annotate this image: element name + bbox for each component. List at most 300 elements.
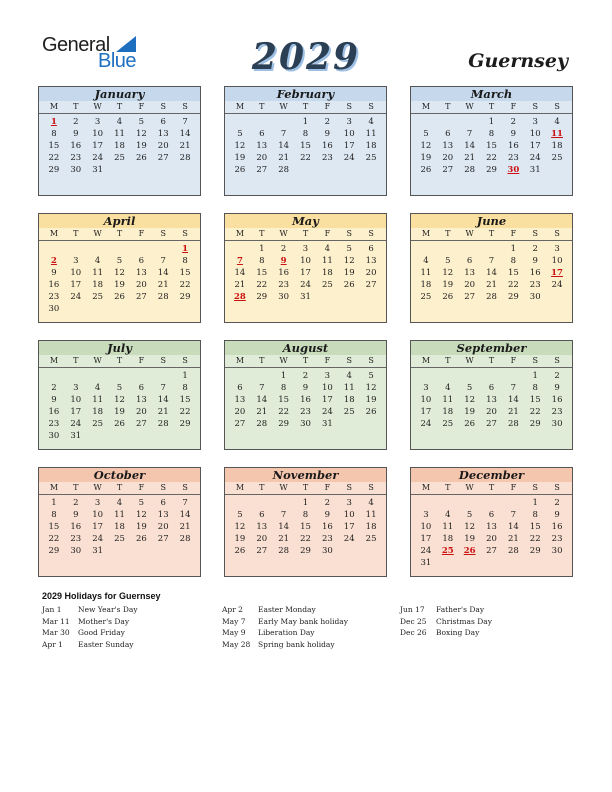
day-cell: 31 — [420, 558, 432, 568]
day-grid — [411, 495, 572, 569]
holiday-row — [222, 616, 348, 628]
day-cell: 10 — [551, 256, 563, 266]
day-cell: 14 — [278, 522, 290, 532]
month-june — [410, 213, 573, 323]
day-cell: 16 — [48, 407, 60, 417]
day-cell: 29 — [256, 292, 268, 302]
day-cell: 3 — [554, 244, 560, 254]
weekday-label: M — [49, 102, 59, 111]
empty-day-cell — [459, 370, 481, 382]
empty-day-cell — [152, 243, 174, 255]
month-november — [224, 467, 387, 577]
day-cell: 20 — [234, 407, 246, 417]
holiday-name: Liberation Day — [258, 628, 315, 638]
weekday-label: W — [465, 229, 474, 238]
day-cell: 15 — [529, 395, 541, 405]
weekday-label: F — [138, 483, 145, 492]
day-cell: 3 — [532, 117, 538, 127]
day-cell: 28 — [256, 419, 268, 429]
weekday-label: T — [488, 229, 495, 238]
holiday-date: Mar 30 — [42, 628, 70, 638]
day-cell: 6 — [160, 498, 166, 508]
weekday-label: T — [73, 102, 79, 111]
day-cell: 7 — [182, 498, 188, 508]
weekday-label: F — [324, 229, 331, 238]
weekday-header-row — [225, 228, 386, 241]
day-cell: 5 — [237, 510, 243, 520]
empty-day-cell — [437, 243, 459, 255]
day-grid — [39, 495, 200, 557]
day-cell: 22 — [179, 280, 191, 290]
weekday-label: M — [421, 102, 431, 111]
day-cell: 1 — [182, 371, 188, 381]
day-cell: 18 — [442, 534, 454, 544]
day-cell: 3 — [423, 383, 429, 393]
day-cell: 24 — [343, 153, 355, 163]
day-cell: 7 — [259, 383, 265, 393]
day-cell: 18 — [114, 522, 125, 532]
weekday-label: S — [160, 229, 166, 238]
day-cell: 13 — [486, 395, 497, 405]
weekday-header-row — [39, 482, 200, 495]
day-cell: 18 — [92, 280, 104, 290]
day-cell: 8 — [532, 383, 538, 393]
weekday-label: F — [138, 356, 145, 365]
day-cell: 11 — [365, 129, 377, 139]
day-cell: 27 — [157, 153, 169, 163]
day-cell: 14 — [157, 395, 169, 405]
holiday-row — [42, 604, 138, 616]
weekday-label: T — [445, 483, 451, 492]
empty-day-cell — [415, 116, 437, 128]
holiday-row — [222, 604, 348, 616]
day-cell: 4 — [324, 244, 331, 254]
day-cell: 9 — [73, 510, 79, 520]
weekday-label: F — [324, 356, 331, 365]
day-cell: 27 — [256, 165, 268, 175]
day-cell: 29 — [507, 292, 519, 302]
day-cell: 18 — [365, 522, 377, 532]
day-cell: 11 — [343, 383, 355, 393]
day-cell: 16 — [321, 522, 333, 532]
day-cell: 8 — [302, 129, 309, 139]
weekday-label: S — [368, 483, 374, 492]
weekday-label: M — [49, 356, 59, 365]
day-cell: 14 — [486, 268, 497, 278]
weekday-label: S — [532, 356, 538, 365]
day-grid — [39, 368, 200, 442]
day-cell: 31 — [321, 419, 333, 429]
day-cell: 12 — [234, 141, 246, 151]
day-cell: 4 — [116, 498, 123, 508]
empty-day-cell — [251, 497, 273, 509]
day-cell: 22 — [507, 280, 519, 290]
day-cell: 4 — [368, 117, 374, 127]
day-cell: 26 — [135, 534, 147, 544]
holiday-date: Mar 11 — [42, 616, 70, 626]
day-cell: 4 — [445, 510, 451, 520]
empty-day-cell — [459, 116, 481, 128]
day-grid — [411, 368, 572, 430]
weekday-label: F — [324, 102, 331, 111]
day-cell: 8 — [532, 510, 538, 520]
weekday-label: M — [235, 356, 245, 365]
month-october — [38, 467, 201, 577]
day-cell: 7 — [280, 129, 287, 139]
calendar-year: 2029 — [251, 36, 361, 78]
day-cell: 31 — [92, 165, 104, 175]
weekday-label: T — [445, 102, 451, 111]
day-cell: 6 — [445, 129, 451, 139]
day-cell: 24 — [343, 534, 355, 544]
holiday-date: Dec 26 — [400, 628, 427, 638]
day-cell: 18 — [420, 280, 432, 290]
day-cell: 12 — [442, 268, 454, 278]
day-cell: 29 — [179, 292, 191, 302]
day-cell: 7 — [160, 383, 166, 393]
day-cell: 28 — [464, 165, 476, 175]
holiday-name: Early May bank holiday — [258, 616, 349, 626]
day-cell: 10 — [70, 395, 82, 405]
month-title: April — [39, 214, 200, 228]
day-cell: 5 — [445, 256, 451, 266]
day-cell: 17 — [92, 141, 104, 151]
holiday-day-cell: 11 — [551, 129, 563, 139]
month-title: March — [411, 87, 572, 101]
day-cell: 21 — [278, 534, 290, 544]
weekday-label: S — [182, 356, 188, 365]
day-cell: 16 — [48, 280, 60, 290]
weekday-label: W — [279, 483, 288, 492]
day-cell: 10 — [343, 510, 355, 520]
empty-day-cell — [251, 116, 273, 128]
day-cell: 6 — [488, 383, 495, 393]
day-cell: 30 — [70, 165, 82, 175]
month-september — [410, 340, 573, 450]
weekday-label: W — [465, 356, 474, 365]
month-title: August — [225, 341, 386, 355]
weekday-label: S — [532, 229, 538, 238]
day-cell: 11 — [442, 522, 454, 532]
weekday-label: W — [279, 102, 288, 111]
holiday-name: New Year's Day — [78, 605, 138, 614]
day-cell: 12 — [343, 256, 355, 266]
holiday-day-cell: 1 — [182, 244, 189, 254]
weekday-label: T — [302, 483, 309, 492]
weekday-label: M — [421, 229, 431, 238]
day-cell: 29 — [300, 546, 311, 556]
day-cell: 6 — [138, 383, 145, 393]
day-grid — [411, 241, 572, 303]
day-cell: 30 — [551, 546, 563, 556]
day-cell: 13 — [157, 129, 169, 139]
day-cell: 17 — [321, 395, 333, 405]
weekday-label: W — [279, 356, 288, 365]
weekday-label: S — [160, 483, 166, 492]
day-cell: 11 — [92, 395, 104, 405]
day-cell: 26 — [464, 419, 476, 429]
day-cell: 25 — [551, 153, 563, 163]
weekday-label: S — [346, 483, 352, 492]
day-cell: 23 — [48, 292, 60, 302]
holiday-name: Easter Sunday — [78, 639, 134, 649]
day-cell: 3 — [94, 498, 101, 508]
day-cell: 21 — [507, 407, 519, 417]
day-cell: 29 — [278, 419, 290, 429]
day-cell: 19 — [420, 153, 432, 163]
day-cell: 23 — [300, 407, 311, 417]
holiday-column — [400, 604, 492, 639]
holidays-title: 2029 Holidays for Guernsey — [42, 591, 161, 601]
day-cell: 5 — [346, 244, 352, 254]
day-cell: 25 — [420, 292, 432, 302]
day-cell: 12 — [135, 129, 147, 139]
holiday-name: Christmas Day — [436, 616, 492, 626]
day-cell: 8 — [280, 383, 287, 393]
day-cell: 27 — [157, 534, 169, 544]
day-cell: 12 — [420, 141, 432, 151]
day-cell: 20 — [135, 407, 147, 417]
day-cell: 5 — [138, 498, 145, 508]
day-cell: 30 — [529, 292, 541, 302]
holiday-day-cell: 30 — [507, 165, 520, 175]
day-cell: 13 — [234, 395, 246, 405]
day-cell: 19 — [464, 534, 476, 544]
weekday-label: S — [554, 229, 560, 238]
weekday-label: T — [259, 356, 265, 365]
day-cell: 9 — [324, 510, 331, 520]
day-cell: 15 — [256, 268, 268, 278]
day-cell: 24 — [300, 280, 311, 290]
weekday-label: S — [160, 356, 166, 365]
day-cell: 13 — [365, 256, 377, 266]
weekday-label: F — [510, 229, 517, 238]
holiday-day-cell: 1 — [50, 117, 57, 127]
weekday-header-row — [39, 355, 200, 368]
day-cell: 31 — [70, 431, 82, 441]
holiday-name: Boxing Day — [436, 628, 480, 638]
day-cell: 24 — [92, 153, 104, 163]
weekday-label: W — [465, 483, 474, 492]
day-cell: 4 — [554, 117, 560, 127]
day-cell: 26 — [135, 153, 147, 163]
day-cell: 1 — [259, 244, 265, 254]
weekday-label: T — [259, 229, 265, 238]
weekday-label: S — [182, 483, 188, 492]
day-cell: 3 — [346, 498, 352, 508]
empty-day-cell — [502, 370, 524, 382]
day-cell: 26 — [114, 419, 125, 429]
day-cell: 30 — [278, 292, 290, 302]
day-cell: 22 — [179, 407, 191, 417]
day-cell: 29 — [179, 419, 191, 429]
day-cell: 24 — [92, 534, 104, 544]
day-cell: 20 — [256, 153, 268, 163]
weekday-label: S — [346, 102, 352, 111]
weekday-label: M — [421, 483, 431, 492]
day-cell: 21 — [157, 407, 169, 417]
empty-day-cell — [502, 497, 524, 509]
holiday-day-cell: 2 — [50, 256, 57, 266]
day-cell: 23 — [70, 534, 82, 544]
day-grid — [225, 368, 386, 430]
day-cell: 16 — [529, 268, 541, 278]
holiday-name: Good Friday — [78, 628, 125, 638]
empty-day-cell — [481, 370, 503, 382]
day-cell: 7 — [488, 256, 495, 266]
day-cell: 15 — [529, 522, 541, 532]
day-cell: 18 — [442, 407, 454, 417]
month-title: July — [39, 341, 200, 355]
day-cell: 18 — [114, 141, 125, 151]
day-cell: 25 — [114, 153, 125, 163]
day-cell: 27 — [486, 419, 497, 429]
day-cell: 26 — [365, 407, 377, 417]
weekday-label: F — [510, 102, 517, 111]
weekday-label: S — [368, 356, 374, 365]
weekday-label: M — [235, 102, 245, 111]
holiday-row — [222, 627, 348, 639]
day-cell: 3 — [302, 244, 309, 254]
day-cell: 23 — [321, 153, 333, 163]
day-cell: 8 — [302, 510, 309, 520]
day-cell: 21 — [278, 153, 290, 163]
day-cell: 13 — [256, 141, 268, 151]
empty-day-cell — [65, 243, 87, 255]
weekday-label: F — [324, 483, 331, 492]
day-cell: 18 — [321, 268, 333, 278]
day-cell: 21 — [179, 141, 191, 151]
day-cell: 6 — [138, 256, 145, 266]
day-cell: 17 — [70, 407, 82, 417]
day-cell: 18 — [92, 407, 104, 417]
day-cell: 28 — [179, 534, 191, 544]
day-cell: 10 — [321, 383, 333, 393]
weekday-label: T — [445, 229, 451, 238]
day-cell: 30 — [300, 419, 311, 429]
empty-day-cell — [415, 243, 437, 255]
day-cell: 19 — [442, 280, 454, 290]
day-cell: 19 — [135, 141, 147, 151]
day-cell: 28 — [486, 292, 497, 302]
day-cell: 15 — [486, 141, 497, 151]
day-cell: 8 — [510, 256, 517, 266]
day-cell: 9 — [554, 383, 560, 393]
holiday-column — [42, 604, 138, 650]
day-cell: 2 — [302, 371, 309, 381]
day-cell: 18 — [551, 141, 563, 151]
day-cell: 23 — [278, 280, 290, 290]
day-cell: 1 — [532, 498, 538, 508]
weekday-label: W — [93, 229, 102, 238]
day-cell: 14 — [234, 268, 246, 278]
day-cell: 4 — [445, 383, 451, 393]
holiday-column — [222, 604, 348, 650]
month-title: September — [411, 341, 572, 355]
day-cell: 4 — [94, 383, 101, 393]
day-cell: 2 — [73, 498, 79, 508]
weekday-label: S — [346, 229, 352, 238]
weekday-label: T — [259, 483, 265, 492]
empty-day-cell — [109, 370, 131, 382]
day-cell: 30 — [70, 546, 82, 556]
empty-day-cell — [229, 116, 251, 128]
day-cell: 8 — [51, 510, 57, 520]
day-cell: 1 — [280, 371, 287, 381]
empty-day-cell — [437, 370, 459, 382]
month-title: February — [225, 87, 386, 101]
month-title: May — [225, 214, 386, 228]
day-cell: 21 — [464, 153, 476, 163]
day-cell: 27 — [442, 165, 454, 175]
holiday-date: Apr 2 — [222, 605, 243, 614]
weekday-label: T — [116, 483, 123, 492]
day-cell: 23 — [551, 534, 563, 544]
holiday-date: May 9 — [222, 628, 246, 638]
day-cell: 10 — [92, 129, 104, 139]
day-cell: 23 — [507, 153, 519, 163]
weekday-label: F — [138, 229, 145, 238]
day-cell: 25 — [92, 292, 104, 302]
day-cell: 29 — [486, 165, 497, 175]
day-cell: 12 — [234, 522, 246, 532]
day-cell: 22 — [278, 407, 290, 417]
weekday-header-row — [411, 101, 572, 114]
day-cell: 9 — [532, 256, 538, 266]
day-cell: 11 — [442, 395, 454, 405]
day-cell: 14 — [278, 141, 290, 151]
day-cell: 23 — [70, 153, 82, 163]
day-cell: 6 — [488, 510, 495, 520]
day-cell: 25 — [365, 153, 377, 163]
day-cell: 22 — [256, 280, 268, 290]
day-cell: 10 — [420, 395, 432, 405]
day-cell: 8 — [488, 129, 495, 139]
day-cell: 11 — [114, 129, 125, 139]
day-cell: 22 — [300, 534, 311, 544]
day-cell: 21 — [507, 534, 519, 544]
day-cell: 14 — [179, 510, 191, 520]
weekday-label: S — [160, 102, 166, 111]
day-grid — [39, 114, 200, 176]
holiday-row — [222, 639, 348, 651]
day-cell: 9 — [324, 129, 331, 139]
day-cell: 10 — [420, 522, 432, 532]
day-cell: 6 — [160, 117, 166, 127]
holiday-row — [42, 639, 138, 651]
weekday-header-row — [225, 101, 386, 114]
weekday-label: T — [302, 102, 309, 111]
day-cell: 18 — [365, 141, 377, 151]
day-cell: 14 — [464, 141, 476, 151]
holiday-row — [400, 627, 492, 639]
day-cell: 3 — [94, 117, 101, 127]
day-cell: 9 — [302, 383, 309, 393]
day-grid — [411, 114, 572, 176]
empty-day-cell — [437, 116, 459, 128]
empty-day-cell — [459, 497, 481, 509]
weekday-label: T — [488, 102, 495, 111]
logo-general-text: General — [42, 34, 110, 56]
holiday-day-cell: 25 — [441, 546, 454, 556]
empty-day-cell — [415, 370, 437, 382]
weekday-label: T — [488, 483, 495, 492]
day-cell: 24 — [70, 292, 82, 302]
day-cell: 3 — [324, 371, 331, 381]
day-cell: 28 — [278, 165, 290, 175]
day-cell: 4 — [423, 256, 429, 266]
weekday-header-row — [411, 355, 572, 368]
